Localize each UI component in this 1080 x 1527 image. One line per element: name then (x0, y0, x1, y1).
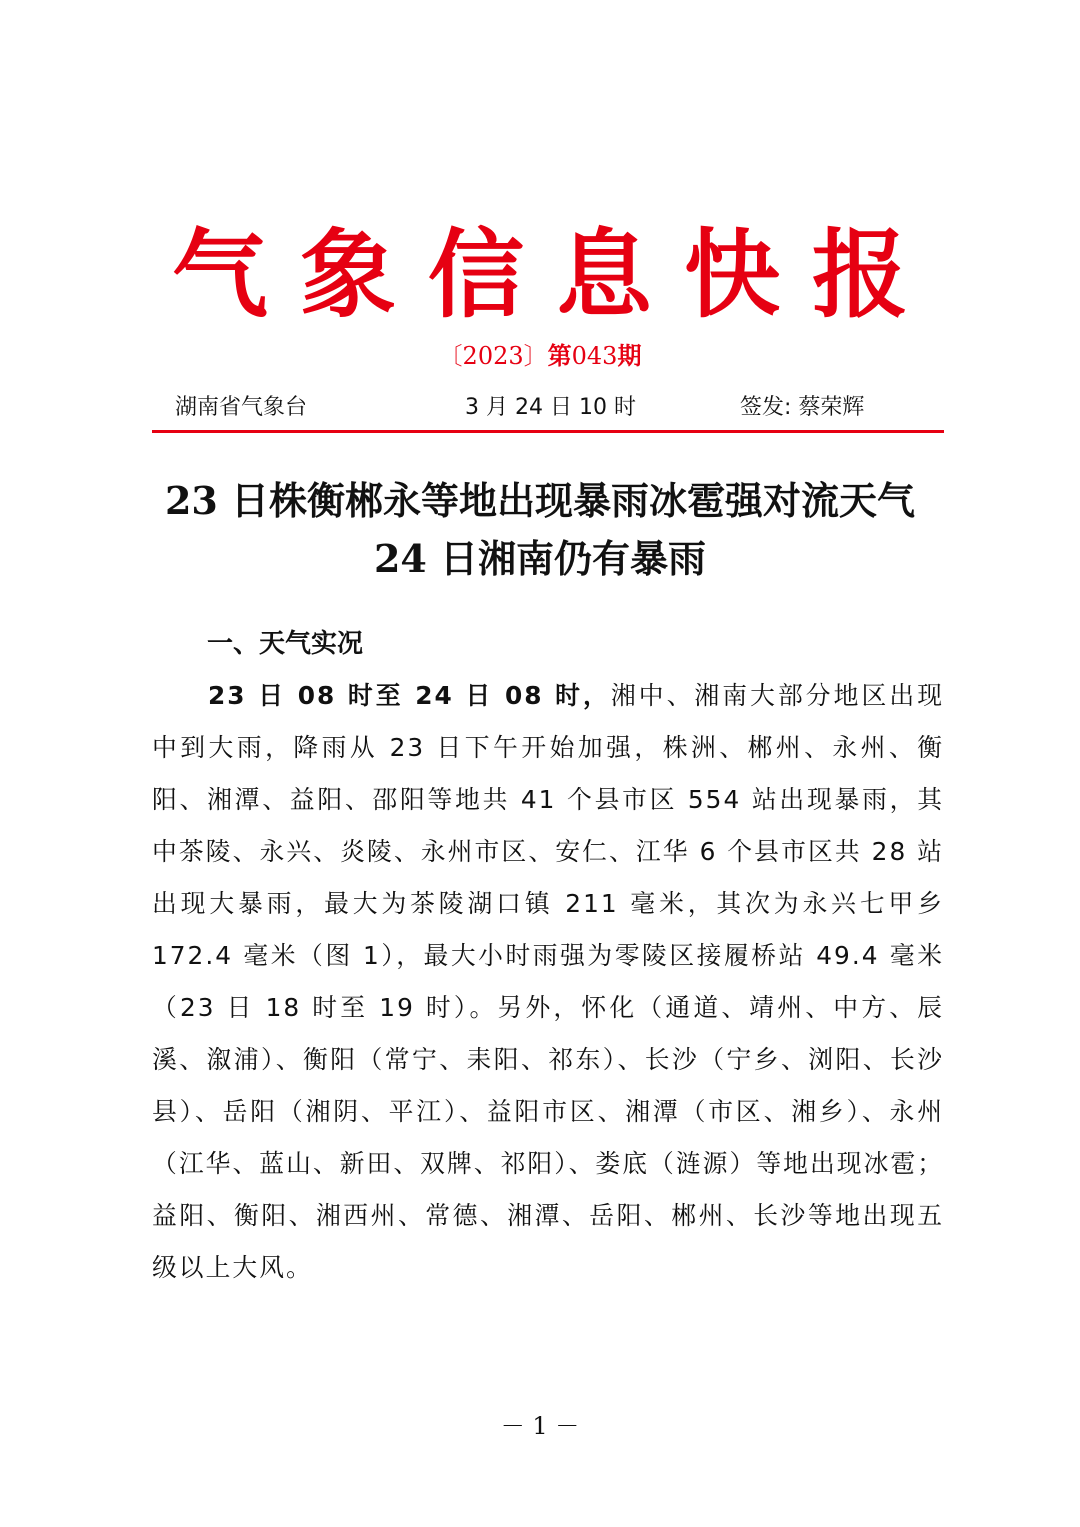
masthead-title: 气象信息快报 (172, 218, 940, 331)
section-body-text: 湘中、湘南大部分地区出现中到大雨，降雨从 23 日下午开始加强，株洲、郴州、永州、衡阳、湘潭、益阳、邵阳等地共 41 个县市区 554 站出现暴雨，其中茶陵、永兴、炎陵、永州市区、安仁、江华 6 个县市区共 28 站出现大暴雨，最大为茶陵湖口镇 211 毫米，其次为永兴七甲乡 172.4 毫米（图 1），最大小时雨强为零陵区接履桥站 49.4 毫米（23 日 18 时至 19 时）。另外，怀化（通道、靖州、中方、辰溪、溆浦）、衡阳（常宁、耒阳、祁东）、长沙（宁乡、浏阳、长沙县）、岳阳（湘阴、平江）、益阳市区、湘潭（市区、湘乡）、永州（江华、蓝山、新田、双牌、祁阳）、娄底（涟源）等地出现冰雹；益阳、衡阳、湘西州、常德、湘潭、岳阳、郴州、长沙等地出现五级以上大风。 (152, 681, 944, 1282)
issue-digits: 043 (571, 342, 618, 370)
section-body (152, 670, 944, 1294)
headline (140, 472, 940, 588)
section-heading: 一、天气实况 (207, 629, 364, 659)
issue-year: 〔2023〕 (438, 342, 548, 370)
page-number: － 1 － (500, 1412, 580, 1440)
issue-suffix: 期 (617, 341, 642, 370)
issue-date: 3 月 24 日 10 时 (465, 395, 636, 420)
headline-line-1: 23 日株衡郴永等地出现暴雨冰雹强对流天气 (164, 478, 916, 523)
issue-label: 第 (547, 341, 572, 370)
section-lead: 23 日 08 时至 24 日 08 时， (208, 681, 611, 710)
issuing-organization: 湖南省气象台 (175, 395, 308, 420)
headline-line-2: 24 日湘南仍有暴雨 (373, 536, 707, 581)
signer: 签发: 蔡荣辉 (740, 395, 865, 420)
issue-number (0, 338, 1080, 374)
header-divider (152, 430, 944, 433)
